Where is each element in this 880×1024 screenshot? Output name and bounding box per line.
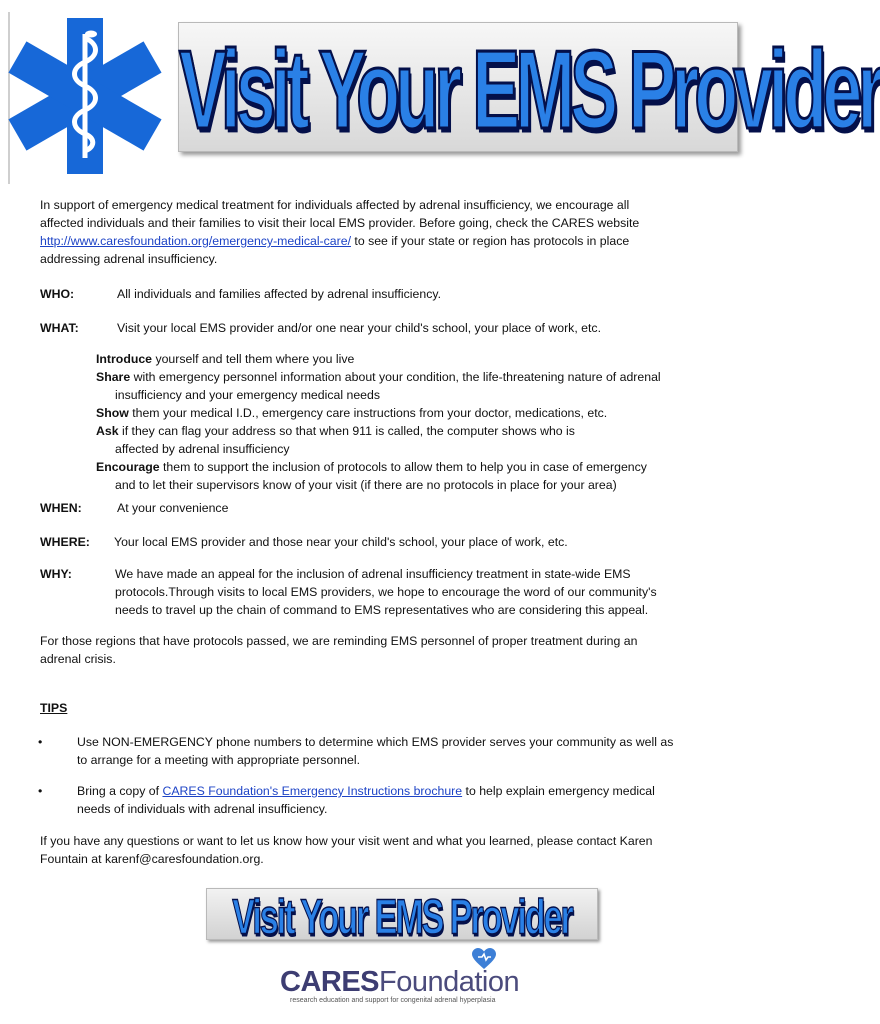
step-continuation: affected by adrenal insufficiency: [115, 442, 290, 456]
step-text: if they can flag your address so that when 911 is called, the computer shows who is: [118, 424, 575, 438]
when-section: [40, 499, 229, 517]
cares-website-link[interactable]: http://www.caresfoundation.org/emergency-medical-care/: [40, 234, 351, 248]
contact-line: If you have any questions or want to let us know how your visit went and what you learned, please contact Karen: [40, 834, 653, 848]
step-continuation: insufficiency and your emergency medical needs: [115, 388, 380, 402]
star-of-life-icon: [8, 12, 162, 180]
step-show: [96, 404, 661, 422]
footer-banner: [206, 888, 598, 946]
tip-line: to arrange for a meeting with appropriate personnel.: [77, 753, 360, 767]
who-text: All individuals and families affected by adrenal insufficiency.: [117, 287, 441, 301]
bullet: •: [38, 784, 43, 798]
intro-line: affected individuals and their families to visit their local EMS provider. Before going, check the CARES website: [40, 216, 640, 230]
intro-line: [40, 232, 639, 250]
step-share: [96, 368, 661, 386]
step-verb: Encourage: [96, 460, 160, 474]
logo-tagline: research education and support for congenital adrenal hyperplasia: [290, 997, 496, 1004]
what-label: WHAT:: [40, 321, 79, 335]
step-verb: Ask: [96, 424, 119, 438]
step-continuation: and to let their supervisors know of your visit (if there are no protocols in place for your area): [115, 478, 617, 492]
tips-heading: TIPS: [40, 701, 68, 715]
why-label: WHY:: [40, 567, 72, 581]
tip-text: to help explain emergency medical: [462, 784, 655, 798]
regions-paragraph: [40, 632, 637, 668]
step-verb: Introduce: [96, 352, 153, 366]
step-encourage: [96, 458, 661, 476]
page-title: Visit Your EMS Provider: [179, 28, 880, 153]
tip-line: needs of individuals with adrenal insufficiency.: [77, 802, 328, 816]
tip-line: Use NON-EMERGENCY phone numbers to determine which EMS provider serves your community as well as: [77, 735, 674, 749]
why-line: protocols.Through visits to local EMS providers, we hope to encourage the word of our community's: [115, 585, 657, 599]
step-introduce: [96, 350, 661, 368]
where-label: WHERE:: [40, 535, 90, 549]
when-label: WHEN:: [40, 501, 82, 515]
intro-paragraph: [40, 196, 639, 268]
where-section: [40, 533, 568, 551]
why-line: needs to travel up the chain of command to EMS representatives who are considering this appeal.: [115, 603, 649, 617]
intro-line-rest: to see if your state or region has protocols in place: [350, 234, 630, 248]
contact-paragraph: [40, 832, 652, 868]
step-verb: Show: [96, 406, 129, 420]
tip-line: [77, 782, 655, 800]
who-label: WHO:: [40, 287, 75, 301]
why-line: We have made an appeal for the inclusion of adrenal insufficiency treatment in state-wide EMS: [115, 567, 631, 581]
why-text: [115, 565, 657, 619]
regions-line: For those regions that have protocols passed, we are reminding EMS personnel of proper treatment during an: [40, 634, 638, 648]
what-section: [40, 319, 601, 337]
step-text: yourself and tell them where you live: [152, 352, 355, 366]
what-text: Visit your local EMS provider and/or one near your child's school, your place of work, etc.: [117, 321, 601, 335]
what-steps: [96, 350, 661, 494]
footer-banner-title: Visit Your EMS Provider: [232, 890, 572, 946]
bullet: •: [38, 735, 43, 749]
contact-line: Fountain at karenf@caresfoundation.org.: [40, 852, 264, 866]
intro-line: In support of emergency medical treatment for individuals affected by adrenal insufficiency, we encourage all: [40, 198, 630, 212]
tip-text: Bring a copy of: [77, 784, 163, 798]
step-text: them your medical I.D., emergency care instructions from your doctor, medications, etc.: [128, 406, 608, 420]
intro-line: addressing adrenal insufficiency.: [40, 252, 218, 266]
where-text: Your local EMS provider and those near your child's school, your place of work, etc.: [114, 535, 568, 549]
logo-cares: CARES: [280, 966, 380, 998]
step-text: with emergency personnel information about your condition, the life-threatening nature of adrenal: [130, 370, 661, 384]
when-text: At your convenience: [117, 501, 229, 515]
regions-line: adrenal crisis.: [40, 652, 116, 666]
title-banner: [178, 22, 880, 153]
brochure-link[interactable]: CARES Foundation's Emergency Instructions brochure: [162, 784, 463, 798]
tip-2: [77, 782, 655, 818]
logo-foundation: Foundation: [379, 966, 520, 998]
step-verb: Share: [96, 370, 131, 384]
who-section: [40, 285, 441, 303]
step-text: them to support the inclusion of protocols to allow them to help you in case of emergency: [159, 460, 647, 474]
why-section: [40, 565, 657, 617]
step-ask: [96, 422, 661, 440]
cares-foundation-logo: [280, 966, 519, 999]
tip-1: [77, 733, 673, 769]
